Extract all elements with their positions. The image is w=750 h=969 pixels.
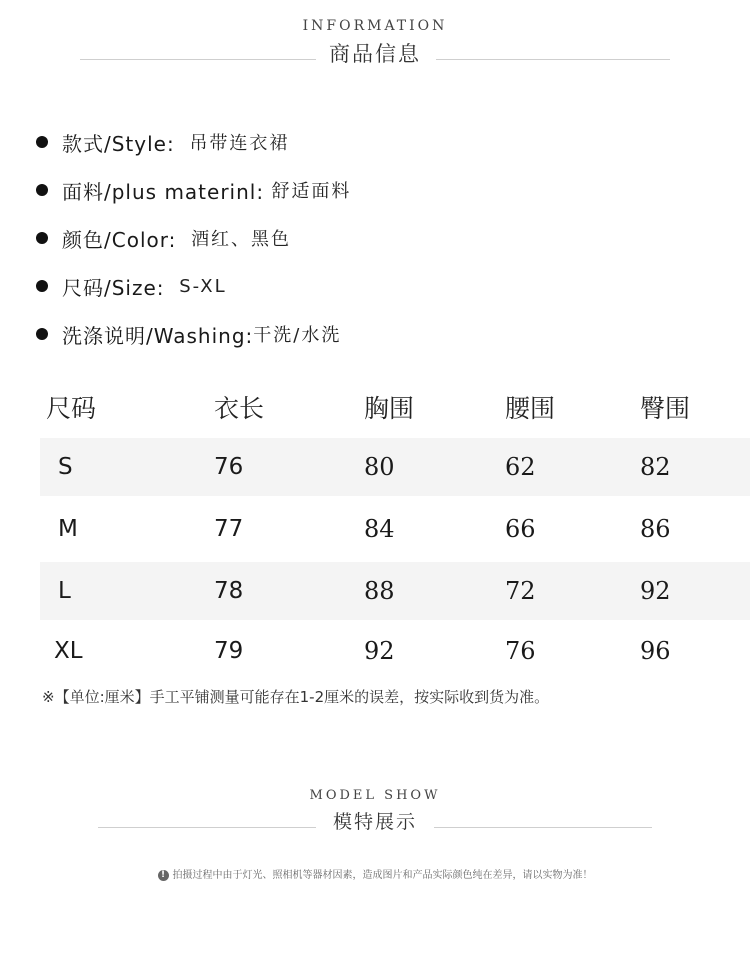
cell-size: L (58, 578, 71, 604)
product-info-list (36, 118, 351, 358)
info-value: S-XL (179, 275, 227, 297)
table-row (0, 562, 750, 620)
info-item-color (36, 214, 351, 262)
information-title-cn: 商品信息 (329, 42, 421, 66)
bullet-icon (36, 184, 48, 196)
cell-length: 78 (214, 578, 244, 604)
header-waist: 腰围 (505, 394, 556, 423)
info-item-style (36, 118, 351, 166)
warning-icon: ! (158, 870, 169, 881)
cell-waist: 62 (505, 453, 536, 481)
cell-length: 79 (214, 638, 244, 664)
cell-size: S (58, 454, 73, 480)
header-size: 尺码 (46, 394, 97, 423)
cell-hip: 92 (640, 577, 671, 605)
info-value: 舒适面料 (271, 181, 352, 202)
bullet-icon (36, 136, 48, 148)
cell-bust: 80 (364, 453, 395, 481)
cell-waist: 72 (505, 577, 536, 605)
info-value: 吊带连衣裙 (189, 133, 290, 154)
table-header-row (0, 380, 750, 438)
cell-bust: 88 (364, 577, 395, 605)
bullet-icon (36, 328, 48, 340)
disclaimer-line (0, 866, 750, 881)
info-label: 颜色/Color: (62, 227, 192, 252)
cell-hip: 86 (640, 515, 671, 543)
cell-waist: 66 (505, 515, 536, 543)
info-label: 洗涤说明/Washing: (62, 323, 254, 348)
bullet-icon (36, 280, 48, 292)
info-value: 酒红、黑色 (191, 229, 292, 250)
bullet-icon (36, 232, 48, 244)
info-item-size (36, 262, 351, 310)
info-item-washing (36, 310, 351, 358)
divider-left (80, 59, 316, 60)
header-length: 衣长 (214, 394, 265, 423)
cell-size: XL (54, 638, 83, 664)
table-row (0, 438, 750, 496)
table-row (0, 500, 750, 558)
model-show-title-en: MODEL SHOW (309, 788, 441, 803)
cell-hip: 82 (640, 453, 671, 481)
info-label: 面料/plus materinl: (62, 179, 272, 204)
divider-right (434, 827, 652, 828)
table-row (0, 622, 750, 680)
info-value: 干洗/水洗 (253, 325, 342, 346)
cell-size: M (58, 516, 78, 542)
information-header (0, 18, 750, 68)
divider-right (436, 59, 670, 60)
cell-length: 76 (214, 454, 244, 480)
cell-length: 77 (214, 516, 244, 542)
header-bust: 胸围 (364, 394, 415, 423)
cell-hip: 96 (640, 637, 671, 665)
measurement-note: ※【单位:厘米】手工平铺测量可能存在1-2厘米的误差，按实际收到货为准。 (42, 688, 550, 706)
divider-left (98, 827, 316, 828)
info-item-material (36, 166, 351, 214)
cell-bust: 92 (364, 637, 395, 665)
cell-bust: 84 (364, 515, 395, 543)
information-title-en: INFORMATION (302, 18, 448, 34)
cell-waist: 76 (505, 637, 536, 665)
model-show-title-cn: 模特展示 (332, 811, 417, 833)
disclaimer-text: 拍摄过程中由于灯光、照相机等器材因素，造成图片和产品实际颜色纯在差异，请以实物为准！ (172, 870, 593, 881)
header-hip: 臀围 (640, 394, 691, 423)
info-label: 尺码/Size: (62, 275, 180, 300)
info-label: 款式/Style: (62, 131, 190, 156)
